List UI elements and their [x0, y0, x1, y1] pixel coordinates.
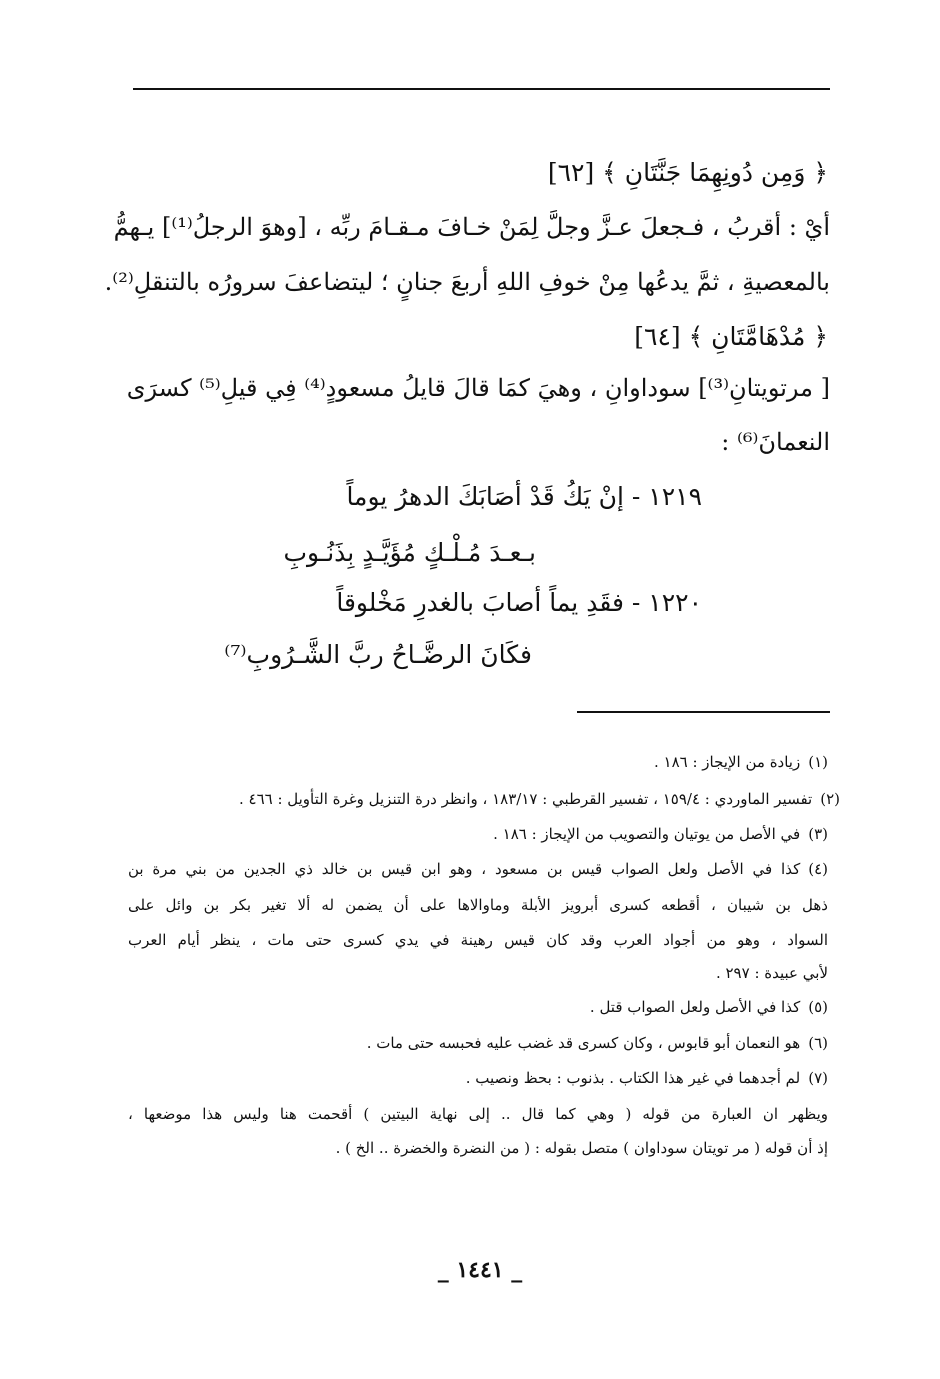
footnote-number: (٢): [820, 790, 840, 808]
footnote-number: (٦): [808, 1034, 828, 1052]
footnote-4-cont-3: [716, 966, 828, 981]
footnote-text: كذا في الأصل ولعل الصواب قيس بن مسعود ، وهو ابن قيس بن خالد ذي الجدين من بني مرة بن: [128, 860, 801, 878]
footnote-7-cont-2: [336, 1141, 828, 1156]
footnote-number: (٤): [808, 860, 828, 878]
footnote-5: [590, 1000, 828, 1015]
poem-line-1220-b: فكَانَ الرضَّـاحُ ربَّ الشَّـرُوبِ⁽⁷⁾: [224, 640, 532, 669]
footnote-text: زيادة من الإيجاز : ١٨٦ .: [654, 753, 801, 771]
page-number: _ ١٤٤١ _: [437, 1257, 523, 1283]
footnote-text: لم أجدهما في غير هذا الكتاب . بذنوب : بحظ ونصيب .: [465, 1069, 801, 1087]
body-line-1: أيْ : أقربُ ، فـجعلَ عـزَّ وجلَّ لِمَنْ خـافَ مـقـامَ ربِّه ، [وهوَ الرجلُ⁽¹⁾] يـهمُّ: [113, 213, 830, 241]
footnote-text: إذ أن قوله ( مر تويتان سوداوان ) متصل بقوله : ( من النضرة والخضرة .. الخ ) .: [335, 1139, 828, 1157]
footnote-4-cont-1: [128, 898, 828, 913]
footnote-number: (٧): [808, 1069, 828, 1087]
footnote-text: في الأصل من يوتيان والتصويب من الإيجاز : ١٨٦ .: [493, 825, 801, 843]
footnote-number: (٥): [808, 998, 828, 1016]
footnote-2: [239, 792, 840, 807]
header-rule: [133, 88, 830, 90]
footnote-1: [654, 755, 828, 770]
poem-line-1219-b: بـعـدَ مُـلْـكٍ مُؤَيَّـدٍ بِذَنُـوبِ: [283, 538, 536, 567]
footnote-6: [367, 1036, 828, 1051]
footnote-number: (١): [808, 753, 828, 771]
poem-line-1220-a: ١٢٢٠ - فقَدِ يماً أصابَ بالغدرِ مَخْلوقاً: [336, 588, 702, 617]
footnote-7: [466, 1071, 828, 1086]
footnote-4: [128, 862, 828, 877]
body-line-2: بالمعصيةِ ، ثمَّ يدعُها مِنْ خوفِ اللهِ أربعَ جنانٍ ؛ ليتضاعفَ سرورُه بالتنقلِ⁽²⁾.: [104, 268, 830, 296]
body-line-4: النعمانَ⁽⁶⁾ :: [721, 428, 830, 456]
footnote-text: ويظهر ان العبارة من قوله ( وهي كما قال .. إلى نهاية البيتين ) أقحمت هنا وليس هذا موضعها ،: [128, 1105, 828, 1123]
footnote-text: السواد ، وهو من أجواد العرب وقد كان قيس رهينة في يدي كسرى حتى مات ، ينظر أيام العرب: [128, 931, 828, 949]
footnote-7-cont-1: [128, 1107, 828, 1122]
body-line-3: [ مرتويتانِ⁽³⁾] سوداوانِ ، وهيَ كمَا قالَ قايلُ مسعودٍ⁽⁴⁾ فِي قيلِ⁽⁵⁾ كسرَى: [126, 374, 830, 402]
footnote-rule: [577, 711, 830, 713]
footnote-3: [493, 827, 828, 842]
verse-header-64: ﴿ مُدْهَامَّتَانِ ﴾ [٦٤]: [634, 322, 828, 351]
footnote-text: كذا في الأصل ولعل الصواب قتل .: [589, 998, 801, 1016]
footnote-4-cont-2: [128, 933, 828, 948]
footnote-text: تفسير الماوردي : ١٥٩/٤ ، تفسير القرطبي : ١٨٣/١٧ ، وانظر درة التنزيل وغرة التأويل : ٤٦٦ .: [238, 790, 813, 808]
footnote-text: هو النعمان أبو قابوس ، وكان كسرى قد غضب عليه فحبسه حتى مات .: [366, 1034, 801, 1052]
verse-header-62: ﴿ وَمِن دُونِهِمَا جَنَّتَانِ ﴾ [٦٢]: [547, 158, 828, 187]
footnote-text: لأبي عبيدة : ٢٩٧ .: [715, 964, 828, 982]
poem-line-1219-a: ١٢١٩ - إنْ يَكُ قَدْ أصَابَكَ الدهرُ يوماً: [346, 482, 702, 511]
footnote-text: ذهل بن شيبان ، أقطعه كسرى أبرويز الأبلة وماوالاها على أن يضمن له ألا تغير بكر بن وائل على: [128, 896, 828, 914]
footnote-number: (٣): [808, 825, 828, 843]
